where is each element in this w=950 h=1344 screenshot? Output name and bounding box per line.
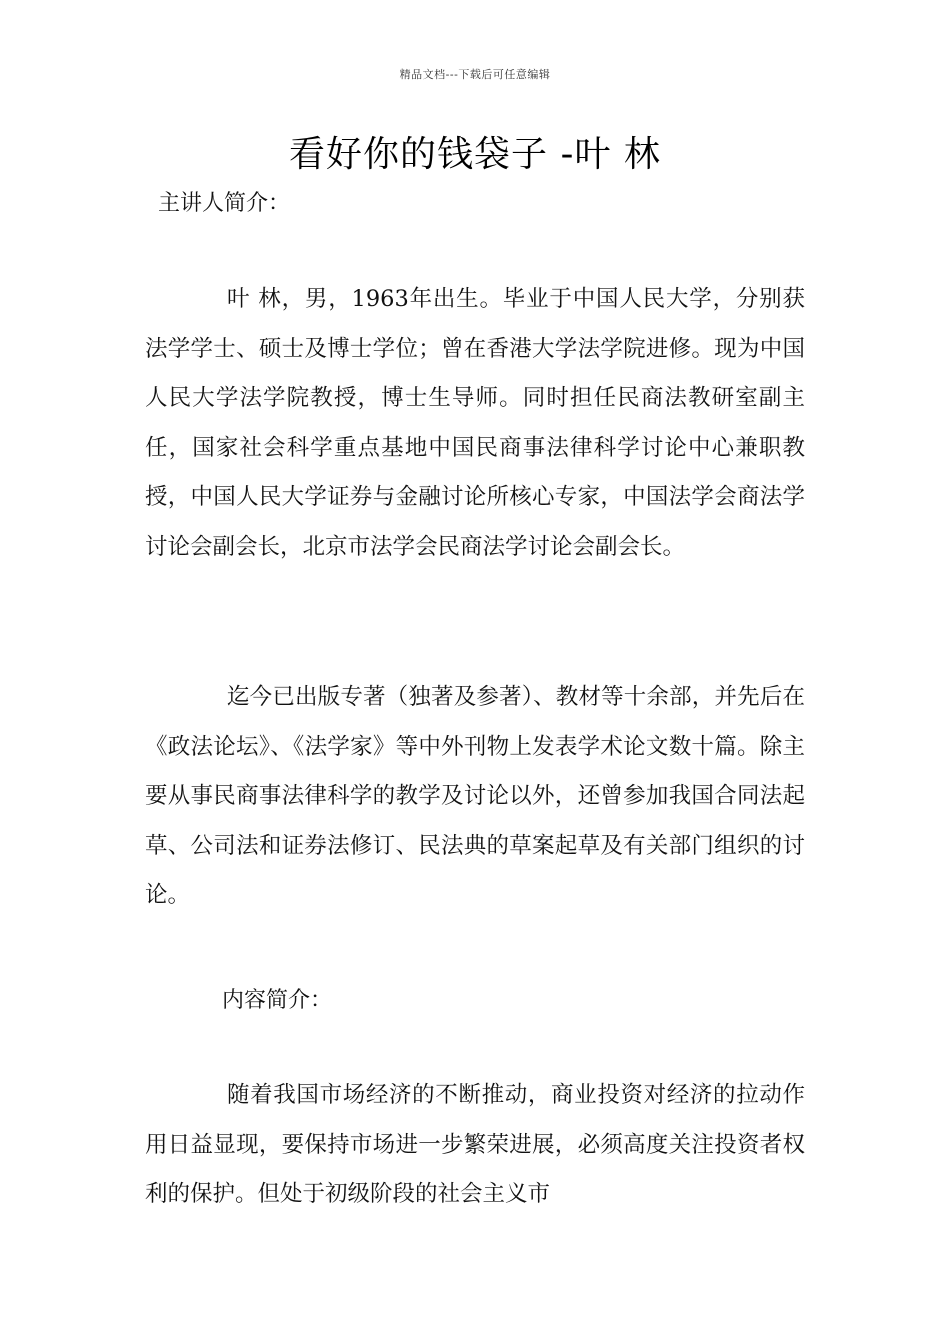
bio-paragraph-1: 叶 林，男，1963年出生。毕业于中国人民大学，分别获法学学士、硕士及博士学位；曾在香港大学法学院进修。现为中国人民大学法学院教授，博士生导师。同时担任民商法教研室副主任，国家社会科学重点基地中国民商事法律科学讨论中心兼职教授，中国人民大学证券与金融讨论所核心专家，中国法学会商法学讨论会副会长，北京市法学会民商法学讨论会副会长。 xyxy=(145,286,805,560)
header-note: 精品文档---下载后可任意编辑 xyxy=(399,68,551,81)
document-title: 看好你的钱袋子 -叶 林 xyxy=(289,134,661,175)
bio-paragraph-2: 迄今已出版专著（独著及参著）、教材等十余部，并先后在《政法论坛》、《法学家》等中外刊物上发表学术论文数十篇。除主要从事民商事法律科学的教学及讨论以外，还曾参加我国合同法起草、公司法和证券法修订、民法典的草案起草及有关部门组织的讨论。 xyxy=(145,684,805,908)
speaker-intro-heading: 主讲人简介： xyxy=(158,191,291,216)
content-intro-heading: 内容简介： xyxy=(222,988,333,1013)
content-paragraph-1: 随着我国市场经济的不断推动，商业投资对经济的拉动作用日益显现，要保持市场进一步繁荣进展，必须高度关注投资者权利的保护。但处于初级阶段的社会主义市 xyxy=(145,1082,805,1207)
